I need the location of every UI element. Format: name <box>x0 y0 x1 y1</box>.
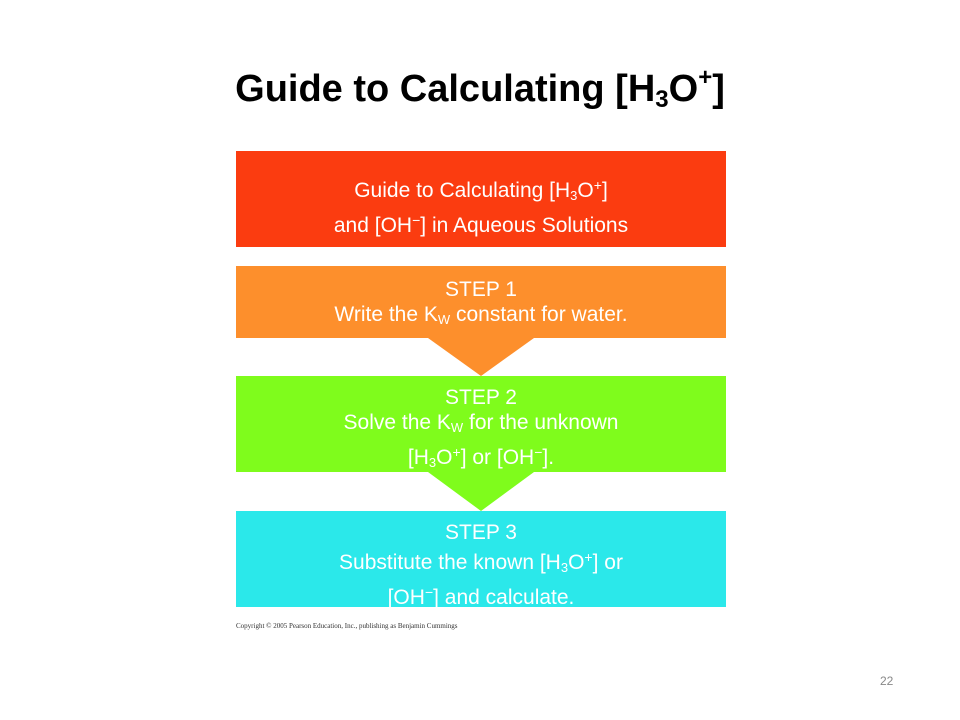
step-3-line-1: Substitute the known $[H_3O^+]$ or <box>339 549 623 575</box>
step-2-line-1: Solve the $K_W$ for the unknown <box>343 411 619 435</box>
down-arrow-icon <box>428 472 534 511</box>
step-2-line-2: $[H_3O^+]$ or [OH−]. <box>407 444 555 470</box>
title-subscript: 3 <box>655 86 669 113</box>
header-line-1: Guide to Calculating $[H_3O^+]$ <box>354 177 608 203</box>
step-1-label: STEP 1 <box>445 278 517 301</box>
title-text: ] <box>712 68 725 110</box>
down-arrow-icon <box>428 338 534 376</box>
step-3-box <box>236 511 726 607</box>
step-3-line-2: [OH−] and calculate. <box>387 584 575 609</box>
title-text: O <box>668 68 699 110</box>
header-line-2: and [OH−] in Aqueous Solutions <box>333 212 629 237</box>
title-superscript: + <box>698 64 713 91</box>
slide-title <box>0 64 960 114</box>
flowchart <box>236 151 726 611</box>
flowchart-header-box <box>236 151 726 247</box>
step-2-box <box>236 376 726 472</box>
step-1-text: Write the $K_W$ constant for water. <box>334 303 628 327</box>
step-3-label: STEP 3 <box>445 521 517 544</box>
step-2-label: STEP 2 <box>445 386 517 409</box>
title-text: Guide to Calculating [H <box>235 68 656 110</box>
slide-number: 22 <box>880 674 894 688</box>
copyright-notice: Copyright © 2005 Pearson Education, Inc., publishing as Benjamin Cummings <box>236 622 458 630</box>
step-1-box <box>236 266 726 338</box>
